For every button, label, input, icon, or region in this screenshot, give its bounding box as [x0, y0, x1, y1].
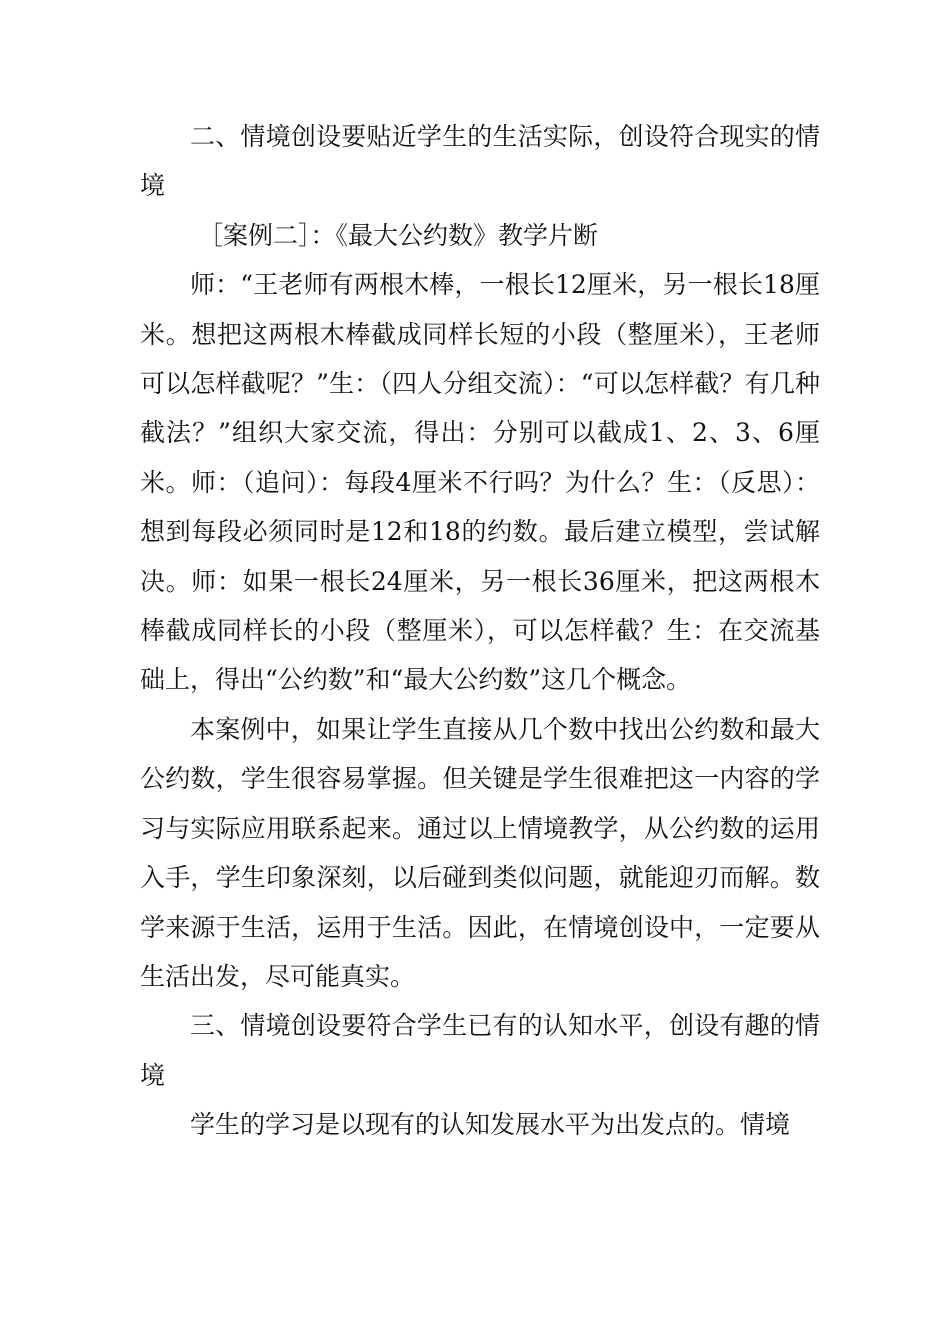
case-two-dialogue-paragraph: 师：“王老师有两根木棒，一根长12厘米，另一根长18厘米。想把这两根木棒截成同样长短的小段（整厘米），王老师可以怎样截呢？”生：（四人分组交流）：“可以怎样截？有几种截法？”组织大家交流，得出：分别可以截成1、2、3、6厘米。师：（追问）：每段4厘米不行吗？为什么？生：（反思）：想到每段必须同时是12和18的约数。最后建立模型，尝试解决。师：如果一根长24厘米，另一根长36厘米，把这两根木棒截成同样长的小段（整厘米），可以怎样截？生：在交流基础上，得出“公约数”和“最大公约数”这几个概念。 — [140, 270, 820, 695]
case-two-analysis-paragraph: 本案例中，如果让学生直接从几个数中找出公约数和最大公约数，学生很容易掌握。但关键是学生很难把这一内容的学习与实际应用联系起来。通过以上情境教学，从公约数的运用入手，学生印象深刻，以后碰到类似问题，就能迎刃而解。数学来源于生活，运用于生活。因此，在情境创设中，一定要从生活出发，尽可能真实。 — [140, 714, 820, 991]
case-two-title: ［案例二］：《最大公约数》教学片断 — [198, 220, 599, 250]
section-heading-three: 三、情境创设要符合学生已有的认知水平，创设有趣的情境 — [140, 1011, 820, 1090]
section-heading-two: 二、情境创设要贴近学生的生活实际，创设符合现实的情境 — [140, 122, 820, 201]
document-body — [140, 112, 820, 1150]
section-three-body-paragraph: 学生的学习是以现有的认知发展水平为出发点的。情境 — [190, 1110, 791, 1140]
